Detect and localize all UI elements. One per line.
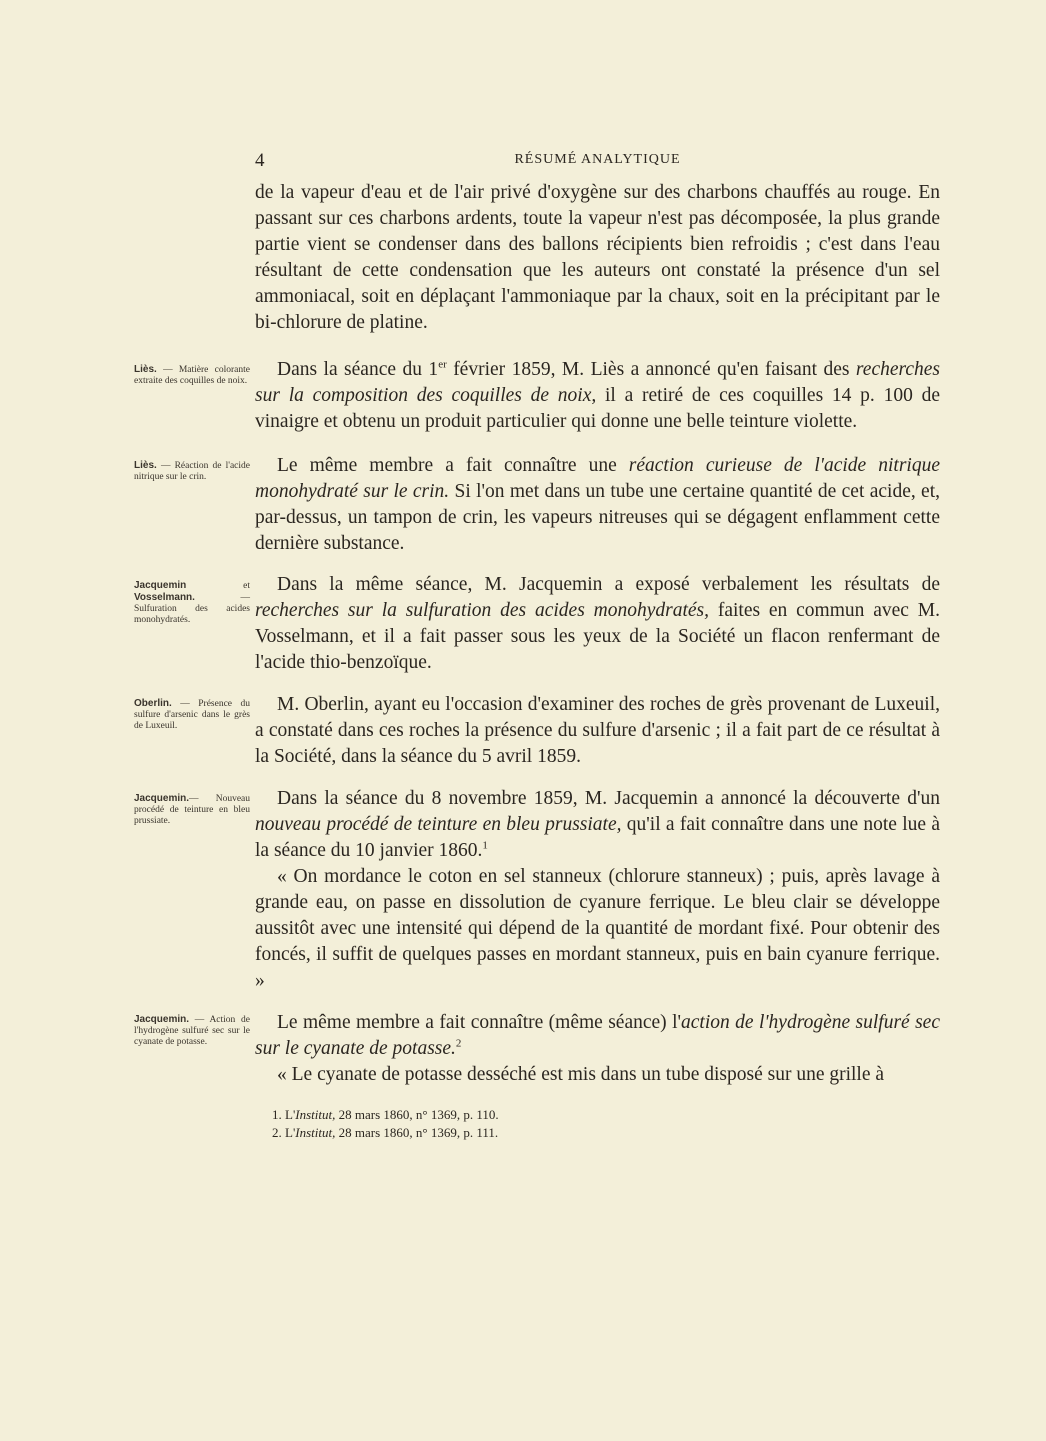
margin-note-oberlin bbox=[134, 698, 250, 732]
margin-note-lies-2 bbox=[134, 460, 250, 483]
section-paragraph: Dans la séance du 8 novembre 1859, M. Jacquemin a annoncé la découverte d'un nouveau procédé de teinture en bleu prussiate, qu'il a fait connaître dans une note lue à la séance du 10 janvier 1860.$^1$ bbox=[255, 788, 941, 861]
intro-paragraph bbox=[255, 180, 940, 336]
margin-author: Liès. bbox=[134, 460, 157, 471]
section-cyanate bbox=[255, 1010, 940, 1088]
margin-author-2: Vosselmann. bbox=[134, 592, 195, 603]
intro-text: de la vapeur d'eau et de l'air privé d'oxygène sur des charbons chauffés au rouge. En passant sur ces charbons ardents, toute la vapeur n'est pas décomposée, la plus grande partie vient se condenser dans des ballons récipients bien refroidis ; c'est dans l'eau résultant de cette condensation que les auteurs ont constaté la présence d'un sel ammoniacal, soit en déplaçant l'ammoniaque par la chaux, soit en la précipitant par le bi-chlorure de platine. bbox=[255, 182, 940, 333]
quote-paragraph: « Le cyanate de potasse desséché est mis dans un tube disposé sur une grille à bbox=[277, 1064, 885, 1085]
section-sulfuration bbox=[255, 572, 940, 676]
margin-note-lies-1 bbox=[134, 364, 250, 387]
margin-subject: — Réaction de l'acide nitrique sur le crin. bbox=[134, 461, 250, 482]
margin-author: Jacquemin bbox=[134, 580, 187, 591]
page-header bbox=[255, 150, 940, 174]
section-lies-nitric bbox=[255, 453, 940, 557]
margin-author: Jacquemin. bbox=[134, 1014, 190, 1025]
page-number: 4 bbox=[255, 150, 265, 171]
margin-author: Jacquemin. bbox=[134, 793, 190, 804]
section-bleu-prussiate bbox=[255, 786, 940, 994]
margin-author: Oberlin. bbox=[134, 698, 172, 709]
margin-note-jacquemin-cyanate bbox=[134, 1014, 250, 1048]
section-paragraph: Le même membre a fait connaître une réaction curieuse de l'acide nitrique monohydraté sur le crin. Si l'on met dans un tube une certaine quantité de cet acide, et, par-dessus, un tampon de crin, les vapeurs nitreuses qui se dégagent enflamment cette dernière substance. bbox=[255, 455, 940, 554]
margin-author: Liès. bbox=[134, 364, 157, 375]
margin-note-jacquemin-prussiate bbox=[134, 793, 250, 827]
section-paragraph: Dans la même séance, M. Jacquemin a exposé verbalement les résultats de recherches sur la sulfuration des acides monohydratés, faites en commun avec M. Vosselmann, et il a fait passer sous les yeux de la Société un flacon renfermant de l'acide thio-benzoïque. bbox=[255, 574, 940, 673]
section-lies-walnut bbox=[255, 357, 940, 435]
margin-subject: — Matière colorante extraite des coquilles de noix. bbox=[134, 365, 250, 386]
section-paragraph: Le même membre a fait connaître (même séance) l'action de l'hydrogène sulfuré sec sur le cyanate de potasse.$^2$ bbox=[255, 1012, 940, 1059]
margin-subject: — Nouveau procédé de teinture en bleu prussiate. bbox=[134, 794, 250, 826]
section-paragraph: Dans la séance du 1er février 1859, M. Liès a annoncé qu'en faisant des recherches sur la composition des coquilles de noix, il a retiré de ces coquilles 14 p. 100 de vinaigre et obtenu un produit particulier qui donne une belle teinture violette. bbox=[255, 358, 941, 432]
quote-paragraph: « On mordance le coton en sel stanneux (chlorure stanneux) ; puis, après lavage à grande eau, on passe en dissolution de cyanure ferrique. Le bleu clair se développe aussitôt avec une intensité qui dépend de la quantité de mordant fixé. Pour obtenir des foncés, il suffit de quelques passes en mordant stanneux, puis en bain cyanure ferrique. » bbox=[255, 866, 940, 991]
footnotes bbox=[272, 1106, 872, 1142]
section-oberlin bbox=[255, 692, 940, 770]
section-paragraph: M. Oberlin, ayant eu l'occasion d'examiner des roches de grès provenant de Luxeuil, a constaté dans ces roches la présence du sulfure d'arsenic ; il a fait part de ce résultat à la Société, dans la séance du 5 avril 1859. bbox=[255, 694, 940, 767]
margin-subject: — Action de l'hydrogène sulfuré sec sur le cyanate de potasse. bbox=[134, 1015, 250, 1047]
running-title: RÉSUMÉ ANALYTIQUE bbox=[514, 152, 681, 167]
margin-subject: — Sulfuration des acides monohydratés. bbox=[134, 593, 250, 625]
footnote: 1. L'Institut, 28 mars 1860, n° 1369, p. 110. bbox=[272, 1107, 499, 1122]
margin-note-jacquemin-vosselmann: Jacquemin et Vosselmann. — Sulfuration des acides monohydratés. bbox=[134, 580, 250, 625]
margin-subject: — Présence du sulfure d'arsenic dans le grès de Luxeuil. bbox=[134, 699, 250, 731]
footnote: 2. L'Institut, 28 mars 1860, n° 1369, p. 111. bbox=[272, 1125, 499, 1140]
